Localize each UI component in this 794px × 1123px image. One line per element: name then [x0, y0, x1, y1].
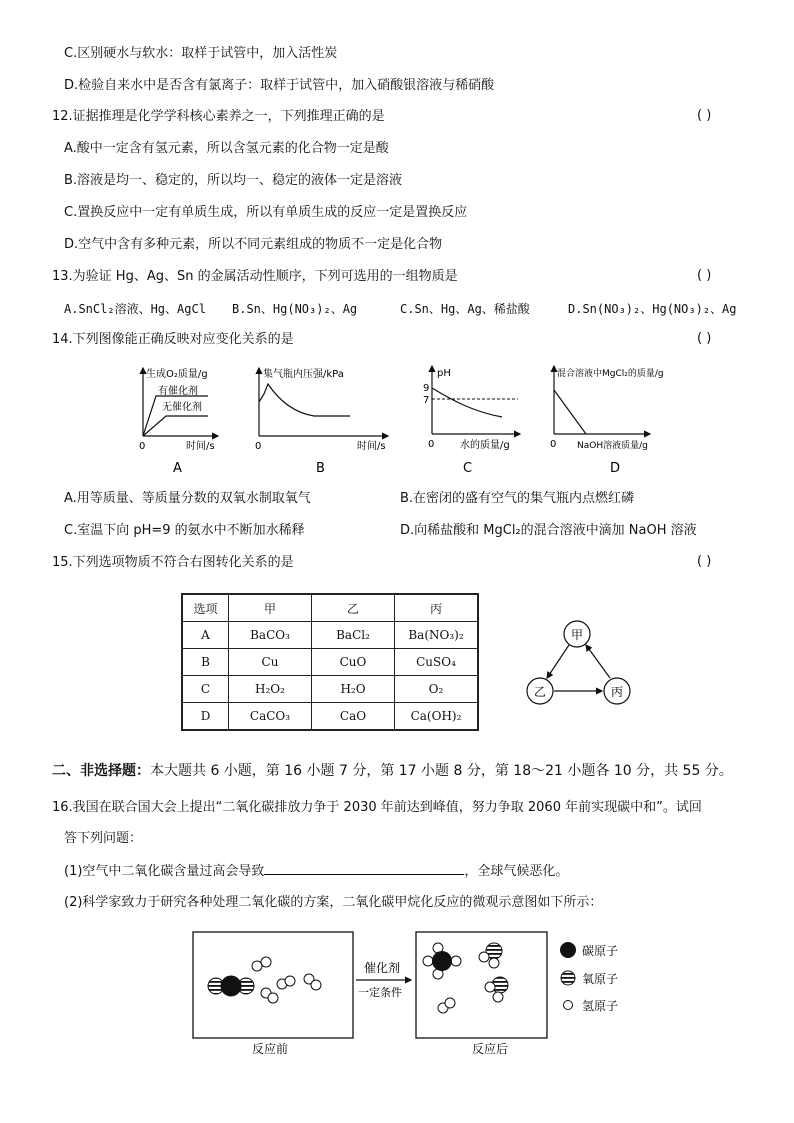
graph-b-xlabel: 时间/s — [357, 441, 386, 452]
q12-option-b: B.溶液是均一、稳定的，所以均一、稳定的液体一定是溶液 — [64, 173, 403, 188]
graph-a-ylabel: 生成O₂质量/g — [146, 369, 208, 380]
graph-c-tick7: 7 — [423, 395, 430, 406]
section-2-title: 二、非选择题： — [52, 763, 150, 779]
arrow-jia-to-yi — [547, 645, 569, 678]
table-cell: O₂ — [395, 676, 479, 703]
node-jia: 甲 — [571, 628, 584, 642]
q11-option-d: D.检验自来水中是否含有氯离子：取样于试管中，加入硝酸银溶液与稀硝酸 — [64, 78, 495, 93]
graph-b-origin: 0 — [255, 441, 262, 452]
graph-c-xlabel: 水的质量/g — [460, 440, 510, 451]
graph-a-letter: A — [173, 461, 182, 476]
graph-a-xlabel: 时间/s — [186, 441, 215, 452]
table-header-cell: 乙 — [312, 594, 395, 622]
q11-option-c: C.区别硬水与软水：取样于试管中，加入活性炭 — [64, 46, 338, 61]
q12-option-c: C.置换反应中一定有单质生成，所以有单质生成的反应一定是置换反应 — [64, 205, 468, 220]
q12-option-d: D.空气中含有多种元素，所以不同元素组成的物质不一定是化合物 — [64, 237, 443, 252]
q14-option-c: C.室温下向 pH=9 的氨水中不断加水稀释 — [64, 523, 305, 538]
q15-options-table — [181, 593, 479, 731]
table-row — [182, 703, 478, 731]
q13-option-b: B.Sn、Hg(NO₃)₂、Ag — [232, 302, 358, 316]
q14-option-a: A.用等质量、等质量分数的双氧水制取氧气 — [64, 491, 311, 506]
condition-label: 一定条件 — [358, 986, 402, 999]
legend-carbon: 碳原子 — [582, 944, 619, 958]
arrow-bing-to-jia — [586, 645, 610, 678]
q14-graphs — [0, 360, 794, 480]
table-row — [182, 649, 478, 676]
q16-stem-line1: 16.我国在联合国大会上提出“二氧化碳排放力争于 2030 年前达到峰值，努力争取 2060 年前实现碳中和”。试回 — [52, 800, 702, 815]
graph-c-ph-curve — [432, 388, 502, 417]
graph-c — [423, 366, 520, 476]
table-cell: BaCO₃ — [229, 622, 312, 649]
graph-a-label2: 无催化剂 — [162, 402, 202, 413]
table-cell: CaCO₃ — [229, 703, 312, 731]
table-cell: Ca(OH)₂ — [395, 703, 479, 731]
before-caption: 反应前 — [252, 1042, 289, 1056]
graph-a — [139, 367, 218, 476]
q15-answer-paren: ( ) — [697, 554, 712, 569]
graph-a-no-catalyst-line — [143, 416, 208, 436]
table-row — [182, 622, 478, 649]
graph-b — [255, 367, 388, 476]
graph-d — [550, 366, 664, 476]
q14-stem: 14.下列图像能正确反映对应变化关系的是 — [52, 332, 294, 347]
q12-answer-paren: ( ) — [697, 108, 712, 123]
q16-part1-before: (1)空气中二氧化碳含量过高会导致 — [64, 864, 265, 879]
table-header-cell: 丙 — [395, 594, 479, 622]
graph-b-pressure-curve — [259, 384, 350, 416]
q14-answer-paren: ( ) — [697, 331, 712, 346]
q13-option-a: A.SnCl₂溶液、Hg、AgCl — [64, 302, 206, 316]
table-cell: BaCl₂ — [312, 622, 395, 649]
graph-a-label1: 有催化剂 — [158, 386, 198, 397]
q14-option-b: B.在密闭的盛有空气的集气瓶内点燃红磷 — [400, 491, 635, 506]
graph-d-letter: D — [610, 461, 621, 476]
graph-b-ylabel: 集气瓶内压强/kPa — [263, 369, 344, 380]
q15-conversion-diagram — [515, 618, 645, 713]
q16-stem-line2: 答下列问题： — [64, 831, 143, 846]
table-cell: Cu — [229, 649, 312, 676]
q16-part1 — [64, 862, 568, 881]
answer-blank[interactable] — [264, 862, 464, 875]
table-row — [182, 676, 478, 703]
graph-a-origin: 0 — [139, 441, 146, 452]
legend-hydrogen: 氢原子 — [582, 999, 619, 1013]
q14-option-d: D.向稀盐酸和 MgCl₂的混合溶液中滴加 NaOH 溶液 — [400, 523, 697, 538]
table-cell: H₂O — [312, 676, 395, 703]
table-header-cell: 甲 — [229, 594, 312, 622]
q13-stem: 13.为验证 Hg、Ag、Sn 的金属活动性顺序，下列可选用的一组物质是 — [52, 269, 458, 284]
graph-d-xlabel: NaOH溶液质量/g — [577, 441, 648, 451]
graph-d-mgcl2-line — [554, 390, 586, 434]
table-cell: C — [182, 676, 229, 703]
table-cell: H₂O₂ — [229, 676, 312, 703]
q12-stem: 12.证据推理是化学学科核心素养之一，下列推理正确的是 — [52, 109, 385, 124]
table-header-cell: 选项 — [182, 594, 229, 622]
q13-answer-paren: ( ) — [697, 268, 712, 283]
graph-b-letter: B — [316, 461, 325, 476]
q12-option-a: A.酸中一定含有氢元素，所以含氢元素的化合物一定是酸 — [64, 141, 389, 156]
q13-option-d: D.Sn(NO₃)₂、Hg(NO₃)₂、Ag — [568, 302, 737, 316]
table-header-row — [182, 594, 478, 622]
table-cell: CuSO₄ — [395, 649, 479, 676]
table-cell: Ba(NO₃)₂ — [395, 622, 479, 649]
graph-d-origin: 0 — [550, 439, 557, 450]
table-cell: D — [182, 703, 229, 731]
hydrogen-atom-icon — [564, 1001, 573, 1010]
section-2-heading — [52, 762, 733, 780]
table-cell: A — [182, 622, 229, 649]
q16-part2: (2)科学家致力于研究各种处理二氧化碳的方案，二氧化碳甲烷化反应的微观示意图如下所示： — [64, 895, 603, 910]
graph-c-ylabel: pH — [437, 368, 451, 379]
graph-c-letter: C — [463, 461, 473, 476]
table-cell: B — [182, 649, 229, 676]
after-caption: 反应后 — [472, 1042, 509, 1056]
carbon-atom-icon — [560, 942, 576, 958]
graph-c-tick9: 9 — [423, 383, 430, 394]
oxygen-atom-icon — [561, 971, 575, 985]
legend-oxygen: 氧原子 — [582, 972, 619, 986]
catalyst-label: 催化剂 — [364, 961, 401, 975]
q16-part1-after: ，全球气候恶化。 — [464, 864, 569, 879]
co2-molecule — [208, 976, 254, 996]
q13-option-c: C.Sn、Hg、Ag、稀盐酸 — [400, 302, 530, 316]
node-yi: 乙 — [534, 685, 547, 699]
node-bing: 丙 — [611, 685, 624, 699]
section-2-description: 本大题共 6 小题，第 16 小题 7 分，第 17 小题 8 分，第 18～21 小题各 10 分，共 55 分。 — [150, 763, 733, 779]
graph-c-origin: 0 — [428, 439, 435, 450]
table-cell: CaO — [312, 703, 395, 731]
co2-methanation-diagram — [180, 925, 640, 1060]
q15-stem: 15.下列选项物质不符合右图转化关系的是 — [52, 555, 294, 570]
graph-d-ylabel: 混合溶液中MgCl₂的质量/g — [557, 369, 664, 379]
table-cell: CuO — [312, 649, 395, 676]
